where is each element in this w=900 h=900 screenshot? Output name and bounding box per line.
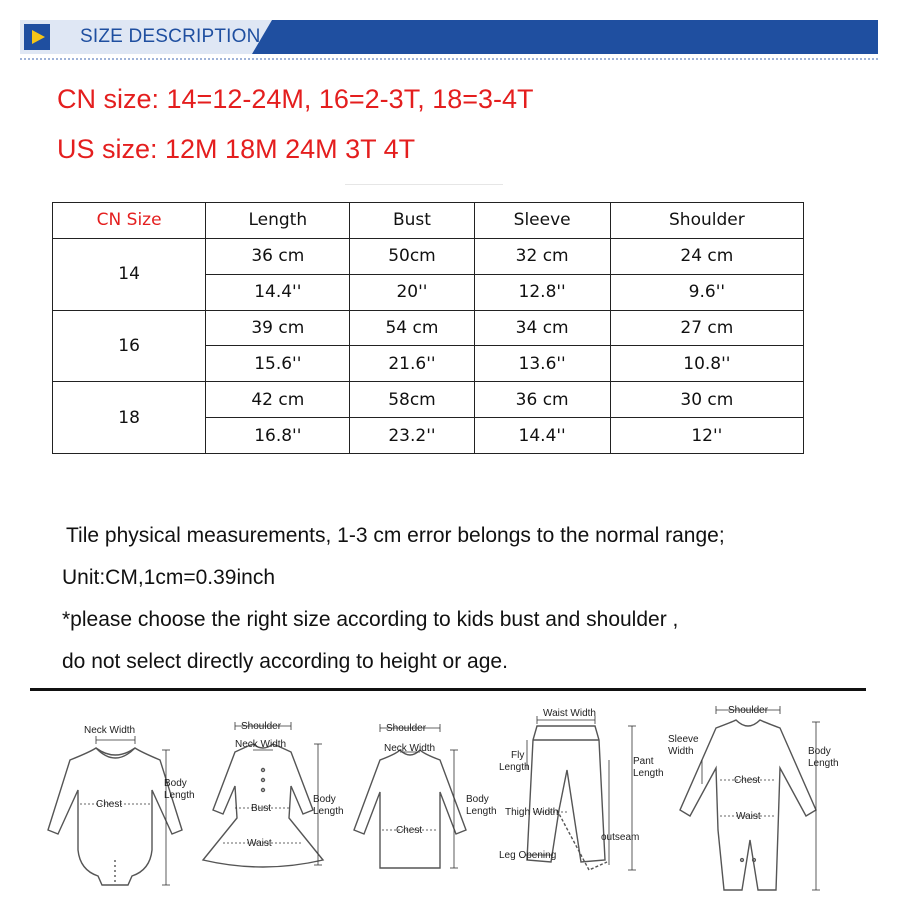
romper-waist-label: Waist (736, 811, 761, 822)
shoulder-inch-cell: 12'' (610, 418, 803, 454)
length-inch-cell: 14.4'' (206, 274, 350, 310)
thin-divider (345, 184, 503, 185)
bodysuit-neck-label: Neck Width (84, 725, 136, 736)
bust-inch-cell: 23.2'' (350, 418, 474, 454)
bodysuit-diagram (40, 700, 200, 900)
romper-length-label: Length (808, 758, 839, 769)
bust-cm-cell: 58cm (350, 382, 474, 418)
column-header-sleeve: Sleeve (474, 203, 610, 239)
top-body-label: Body (466, 794, 489, 805)
black-divider (30, 688, 866, 691)
bust-inch-cell: 20'' (350, 274, 474, 310)
choose-size-note: *please choose the right size according to kids bust and shoulder , (62, 608, 679, 631)
pants-pant-length-label: Length (633, 768, 664, 779)
romper-diagram (666, 700, 846, 900)
pants-pant-label: Pant (633, 756, 654, 767)
sleeve-inch-cell: 14.4'' (474, 418, 610, 454)
column-header-bust: Bust (350, 203, 474, 239)
height-age-note: do not select directly according to height or age. (62, 650, 508, 673)
dress-shoulder-label: Shoulder (241, 721, 282, 732)
top-length-label: Length (466, 806, 497, 817)
size-cell: 18 (53, 382, 206, 454)
romper-body-label: Body (808, 746, 831, 757)
dress-diagram (193, 700, 348, 900)
top-diagram (346, 700, 501, 900)
pants-thigh-label: Thigh Width (505, 807, 559, 818)
shoulder-inch-cell: 9.6'' (610, 274, 803, 310)
sleeve-cm-cell: 34 cm (474, 310, 610, 346)
dotted-divider (20, 58, 878, 60)
section-header (20, 20, 878, 54)
table-header-row (53, 203, 804, 239)
unit-note: Unit:CM,1cm=0.39inch (62, 566, 276, 589)
column-header-length: Length (206, 203, 350, 239)
romper-sleeve-width-label: Width (668, 746, 694, 757)
bodysuit-length-label: Length (164, 790, 195, 801)
dress-waist-label: Waist (247, 838, 272, 849)
play-triangle-icon (24, 24, 50, 50)
dress-bust-label: Bust (251, 803, 272, 814)
length-inch-cell: 15.6'' (206, 346, 350, 382)
bodysuit-chest-label: Chest (96, 799, 123, 810)
cn-size-line: CN size: 14=12-24M, 16=2-3T, 18=3-4T (57, 84, 534, 114)
measurement-note: Tile physical measurements, 1-3 cm error belongs to the normal range; (66, 524, 725, 547)
bust-inch-cell: 21.6'' (350, 346, 474, 382)
size-cell: 16 (53, 310, 206, 382)
length-inch-cell: 16.8'' (206, 418, 350, 454)
dress-length-label: Length (313, 806, 344, 817)
pants-outseam-label: outseam (601, 832, 640, 843)
bust-cm-cell: 54 cm (350, 310, 474, 346)
column-header-cn-size: CN Size (53, 203, 206, 239)
length-cm-cell: 42 cm (206, 382, 350, 418)
section-title: SIZE DESCRIPTION (80, 26, 261, 47)
sleeve-inch-cell: 13.6'' (474, 346, 610, 382)
pants-leg-label: Leg Opening (499, 850, 557, 861)
size-cell: 14 (53, 238, 206, 310)
length-cm-cell: 39 cm (206, 310, 350, 346)
shoulder-inch-cell: 10.8'' (610, 346, 803, 382)
top-shoulder-label: Shoulder (386, 723, 427, 734)
size-table (52, 202, 804, 454)
column-header-shoulder: Shoulder (610, 203, 803, 239)
bodysuit-body-label: Body (164, 778, 187, 789)
us-size-line: US size: 12M 18M 24M 3T 4T (57, 134, 416, 164)
table-row (53, 238, 804, 274)
romper-shoulder-label: Shoulder (728, 705, 769, 716)
pants-waist-label: Waist Width (543, 708, 596, 719)
pants-fly-label: Fly (511, 750, 525, 761)
shoulder-cm-cell: 27 cm (610, 310, 803, 346)
romper-chest-label: Chest (734, 775, 761, 786)
shoulder-cm-cell: 30 cm (610, 382, 803, 418)
sleeve-cm-cell: 36 cm (474, 382, 610, 418)
bust-cm-cell: 50cm (350, 238, 474, 274)
pants-diagram (497, 700, 664, 900)
shoulder-cm-cell: 24 cm (610, 238, 803, 274)
length-cm-cell: 36 cm (206, 238, 350, 274)
table-row (53, 310, 804, 346)
sleeve-cm-cell: 32 cm (474, 238, 610, 274)
table-row (53, 382, 804, 418)
romper-sleeve-label: Sleeve (668, 734, 699, 745)
sleeve-inch-cell: 12.8'' (474, 274, 610, 310)
top-neck-label: Neck Width (384, 743, 436, 754)
dress-neck-label: Neck Width (235, 739, 287, 750)
top-chest-label: Chest (396, 825, 423, 836)
dress-body-label: Body (313, 794, 336, 805)
pants-fly-length-label: Length (499, 762, 530, 773)
